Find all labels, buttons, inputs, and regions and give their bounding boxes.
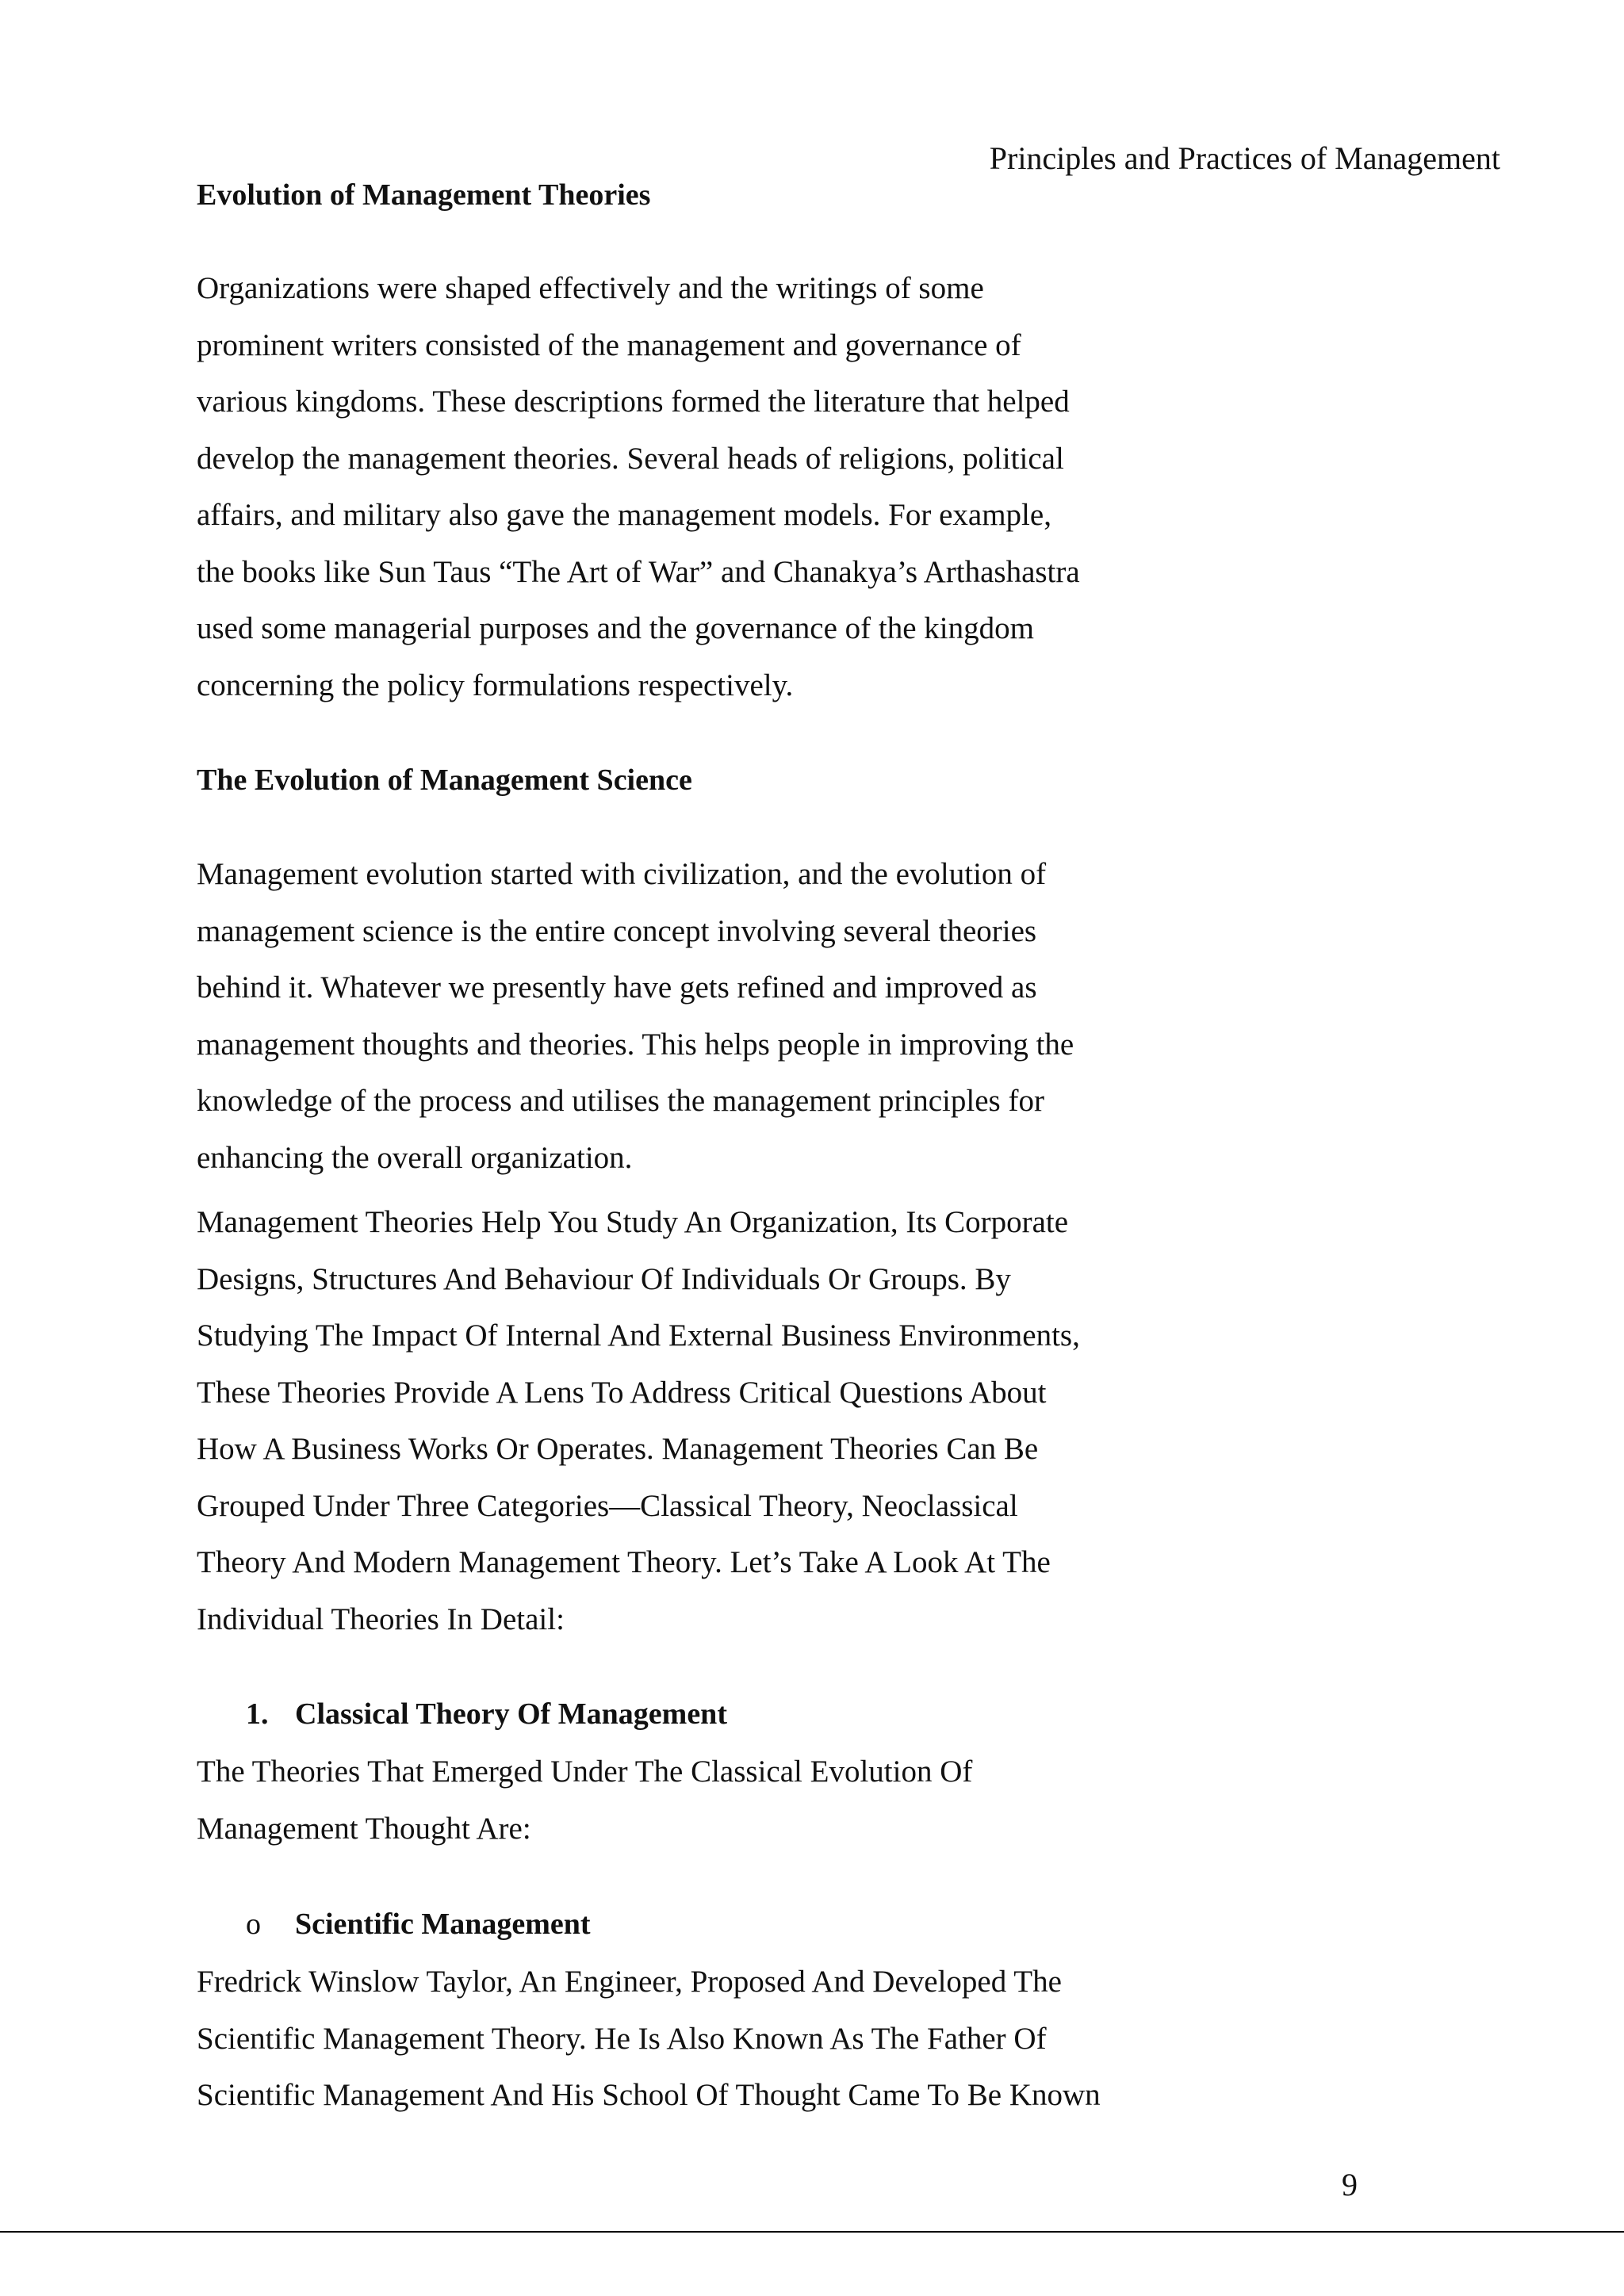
section-title-evolution-theories: Evolution of Management Theories bbox=[197, 178, 651, 212]
paragraph-classical-theory bbox=[197, 1743, 1180, 1857]
paragraph-line: knowledge of the process and utilises the management principles for bbox=[197, 1084, 1044, 1118]
paragraph-line: used some managerial purposes and the governance of the kingdom bbox=[197, 611, 1034, 645]
paragraph-line: Organizations were shaped effectively and the writings of some bbox=[197, 271, 984, 305]
paragraph-line: enhancing the overall organization. bbox=[197, 1140, 633, 1175]
paragraph-line: Management Thought Are: bbox=[197, 1811, 531, 1846]
section-title-evolution-science: The Evolution of Management Science bbox=[197, 763, 692, 797]
paragraph-line: Management evolution started with civilization, and the evolution of bbox=[197, 857, 1047, 891]
paragraph-line: the books like Sun Taus “The Art of War” and Chanakya’s Arthashastra bbox=[197, 554, 1080, 589]
paragraph-line: Scientific Management And His School Of Thought Came To Be Known bbox=[197, 2078, 1101, 2112]
paragraph-line: behind it. Whatever we presently have gets refined and improved as bbox=[197, 970, 1037, 1004]
classical-theory-title: Classical Theory Of Management bbox=[295, 1697, 727, 1731]
paragraph-evolution-science bbox=[197, 846, 1132, 1186]
running-header: Principles and Practices of Management bbox=[989, 140, 1500, 176]
paragraph-line: prominent writers consisted of the management and governance of bbox=[197, 327, 1021, 362]
paragraph-line: concerning the policy formulations respectively. bbox=[197, 668, 794, 702]
paragraph-line: Theory And Modern Management Theory. Let’s Take A Look At The bbox=[197, 1545, 1051, 1579]
paragraph-line: Individual Theories In Detail: bbox=[197, 1601, 565, 1636]
paragraph-line: management thoughts and theories. This helps people in improving the bbox=[197, 1027, 1074, 1062]
list-number: 1. bbox=[246, 1697, 269, 1731]
paragraph-line: These Theories Provide A Lens To Address Critical Questions About bbox=[197, 1375, 1047, 1410]
paragraph-line: How A Business Works Or Operates. Management Theories Can Be bbox=[197, 1432, 1039, 1466]
paragraph-line: management science is the entire concept involving several theories bbox=[197, 913, 1037, 948]
paragraph-line: Fredrick Winslow Taylor, An Engineer, Proposed And Developed The bbox=[197, 1965, 1062, 1999]
paragraph-scientific-management bbox=[197, 1954, 1180, 2124]
paragraph-line: Management Theories Help You Study An Organization, Its Corporate bbox=[197, 1205, 1069, 1239]
footer-rule bbox=[0, 2231, 1624, 2233]
paragraph-line: Grouped Under Three Categories—Classical Theory, Neoclassical bbox=[197, 1488, 1018, 1523]
page-number: 9 bbox=[1342, 2167, 1358, 2202]
scientific-management-title: Scientific Management bbox=[295, 1908, 591, 1941]
paragraph-line: Scientific Management Theory. He Is Also Known As The Father Of bbox=[197, 2021, 1047, 2056]
numbered-heading-classical-theory bbox=[246, 1692, 727, 1736]
paragraph-line: Studying The Impact Of Internal And External Business Environments, bbox=[197, 1318, 1080, 1353]
paragraph-line: affairs, and military also gave the management models. For example, bbox=[197, 498, 1051, 532]
paragraph-management-theories bbox=[197, 1194, 1180, 1647]
paragraph-line: develop the management theories. Several heads of religions, political bbox=[197, 441, 1064, 476]
bullet-heading-scientific-management bbox=[246, 1902, 591, 1946]
paragraph-line: various kingdoms. These descriptions formed the literature that helped bbox=[197, 385, 1070, 419]
bullet-marker: o bbox=[246, 1908, 261, 1941]
paragraph-evolution-theories bbox=[197, 260, 1132, 714]
paragraph-line: The Theories That Emerged Under The Classical Evolution Of bbox=[197, 1755, 973, 1789]
paragraph-line: Designs, Structures And Behaviour Of Individuals Or Groups. By bbox=[197, 1261, 1011, 1296]
